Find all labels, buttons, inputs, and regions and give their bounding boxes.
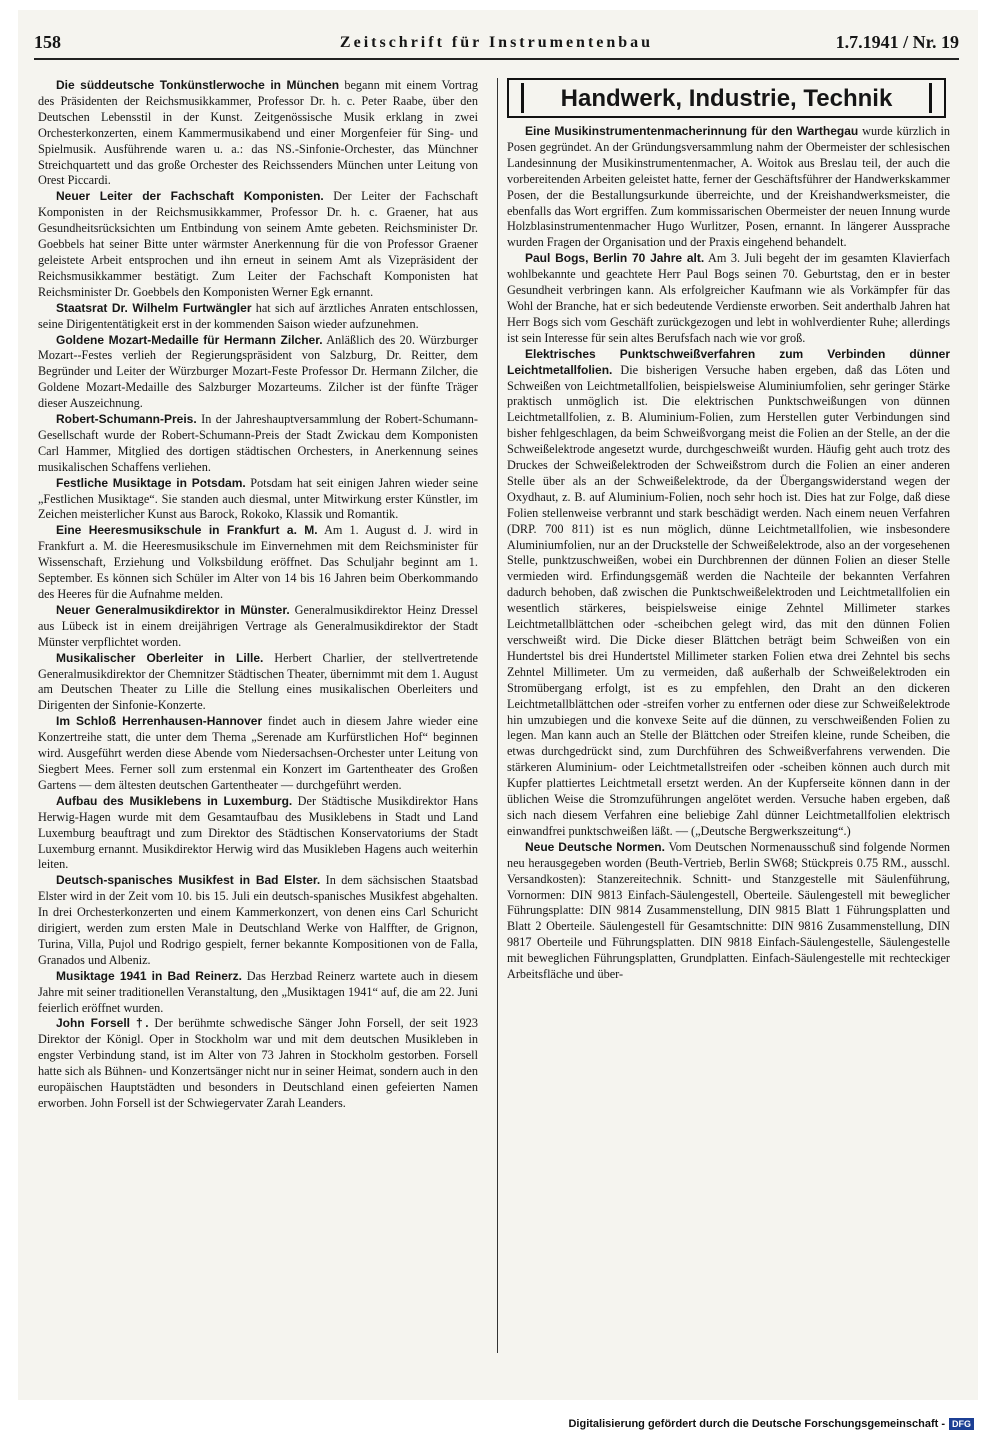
article-headline: Aufbau des Musiklebens in Luxemburg.	[56, 793, 293, 808]
article	[38, 969, 478, 1017]
section-banner	[507, 78, 946, 118]
article-body: Am 1. August d. J. wird in Frankfurt a. M. die Heeresmusikschule im Einvernehmen mit dem Reichsminister für Wissenschaft, Erziehung und Volksbildung eröffnet. Das Schuljahr beginnt am 1. September. Es können sich Schüler im Alter von 14 bis 16 Jahren beim Oberkommando des Heeres für die Aufnahme melden.	[38, 523, 478, 601]
article-body: Der berühmte schwedische Sänger John Forsell, der seit 1923 Direktor der Königl. Oper in Stockholm war und mit dem deutschen Musikleben in engster Verbindung stand, ist im Alter von 73 Jahren in Stockholm gestorben. Forsell hatte sich als Bühnen- und Konzertsänger nicht nur in seiner Heimat, sondern auch in den europäischen Hauptstädten und besonders in Deutschland einen gefeierten Namen erworben. John Forsell ist der Schwiegervater Zarah Leanders.	[38, 1016, 478, 1110]
article	[38, 873, 478, 968]
left-column	[38, 78, 478, 1112]
article-body: hat sich auf ärztliches Anraten entschlossen, seine Dirigententätigkeit erst in der kommenden Saison wieder aufzunehmen.	[38, 300, 479, 331]
article	[507, 347, 950, 840]
article	[507, 124, 950, 251]
credit-text: Digitalisierung gefördert durch die Deutsche Forschungsgemeinschaft -	[568, 1418, 945, 1430]
right-column	[507, 78, 950, 983]
article-body: begann mit einem Vortrag des Präsidenten der Reichsmusikkammer, Professor Dr. h. c. Peter Raabe, über den Deutschen Lebensstil in der Kunst. Zeitgenössische Musik erklang in zwei Orchesterkonzerten, einem Kammermusikabend und einer Morgenfeier für Sing- und Spielmusik. Ausführende waren u. a.: das NS.-Sinfonie-Orchester, das Münchner Streichquartett und das große Orchester des Reichssenders München unter Leitung von Orest Piccardi.	[38, 78, 478, 188]
article	[38, 412, 478, 476]
article-headline: Eine Musikinstrumentenmacherinnung für den Warthegau	[525, 124, 859, 138]
article-body: Der Städtische Musikdirektor Hans Herwig-Hagen wurde mit dem Gesamtaufbau des Musiklebens in Stadt und Land Luxemburg beauftragt und zum Direktor des Städtischen Konservatoriums der Stadt Luxemburg ernannt. Musikdirektor Herwig wird das Musikleben Hagens auch weiterhin leiten.	[38, 793, 478, 872]
issue-date: 1.7.1941 / Nr. 19	[835, 32, 959, 52]
article	[38, 1016, 478, 1111]
article	[38, 189, 478, 300]
article	[38, 333, 478, 413]
article-body: Generalmusikdirektor Heinz Dressel aus Lübeck ist in einem dreijährigen Vertrage als Generalmusikdirektor der Stadt Münster verpflichtet worden.	[38, 602, 478, 649]
page-number: 158	[34, 32, 61, 52]
article-body: Das Herzbad Reinerz wartete auch in diesem Jahre mit seiner traditionellen Veranstaltung, den „Musiktagen 1941“ auf, die am 22. Juni feierlich eröffnet wurden.	[38, 968, 478, 1015]
article	[38, 476, 478, 524]
article	[38, 714, 478, 794]
column-divider	[497, 78, 498, 1353]
article-headline: Im Schloß Herrenhausen-Hannover	[56, 714, 263, 729]
article-headline: Staatsrat Dr. Wilhelm Furtwängler	[56, 300, 252, 315]
article-headline: Deutsch-spanisches Musikfest in Bad Elster.	[56, 873, 321, 888]
article-body: findet auch in diesem Jahre wieder eine Konzertreihe statt, die unter dem Thema „Serenade am Kurfürstlichen Hof“ beginnen wird. Ausgeführt werden diese Abende vom Niedersachsen-Orchester unter Leitung von Siegbert Mees. Ferner soll zum erstenmal ein Konzert im Gartentheater des Großen Gartens — dem ältesten deutschen Gartentheater — durchgeführt werden.	[38, 714, 478, 792]
article	[507, 251, 950, 346]
section-title: Handwerk, Industrie, Technik	[560, 85, 893, 112]
article	[38, 651, 478, 715]
article-body: Der Leiter der Fachschaft Komponisten in der Reichsmusikkammer, Professor Dr. h. c. Graener, hat aus Gesundheitsrücksichten um Entbindung von seinem Amte gebeten. Reichsminister Dr. Goebbels hat seiner Bitte unter wärmster Anerkennung für die von Professor Graener geleistete Arbeit entsprochen und ihn erneut in seinem Amt als Vizepräsident der Reichsmusikkammer bestätigt. Zum Leiter der Fachschaft Komponisten hat Reichsminister Dr. Goebbels den Komponisten Werner Egk ernannt.	[38, 189, 478, 299]
article-headline: Neue Deutsche Normen.	[525, 839, 665, 854]
article	[507, 840, 950, 983]
article-headline: Neuer Leiter der Fachschaft Komponisten.	[56, 189, 324, 204]
article-body: Anläßlich des 20. Würzburger Mozart--Festes verlieh der Regierungspräsident von Salzburg, Dr. Reitter, dem Begründer und Leiter der Würzburger Mozart-Feste Professor Dr. Hermann Zilcher, die Goldene Mozart-Medaille des Salzburger Mozarteums. Zilcher ist der fünfte Träger dieser Auszeichnung.	[38, 332, 478, 411]
article	[38, 794, 478, 874]
article-headline: John Forsell †.	[56, 1016, 149, 1031]
article-body: In dem sächsischen Staatsbad Elster wird in der Zeit vom 10. bis 15. Juli ein deutsch-spanisches Musikfest abgehalten. In drei Orchesterkonzerten und einem Kammerkonzert, von denen eins Carl Schuricht dirigiert, werden zum ersten Male in Deutschland Werke von Halffter, de Grignon, Turina, Villa, Pujol und Rodrigo gespielt, ferner bekannte Kompositionen von de Falla, Granados und Albeniz.	[38, 873, 479, 967]
digitization-credit	[568, 1418, 974, 1430]
article-body: Herbert Charlier, der stellvertretende Generalmusikdirektor der Chemnitzer Städtischen Theater, übernimmt mit dem 1. August am Deutschen Theater zu Lille die Stellung eines musikalischen Oberleiters und Dirigenten der Sinfonie-Konzerte.	[38, 650, 478, 713]
article-headline: Die süddeutsche Tonkünstlerwoche in München	[56, 78, 340, 92]
article-headline: Robert-Schumann-Preis.	[56, 412, 197, 427]
article-headline: Musiktage 1941 in Bad Reinerz.	[56, 968, 242, 983]
article-headline: Musikalischer Oberleiter in Lille.	[56, 650, 264, 665]
article-body: Am 3. Juli begeht der im gesamten Klavierfach wohlbekannte und geachtete Herr Paul Bogs seinen 70. Geburtstag, den er in bester Gesundheit verbringen kann. Als erfolgreicher Kaufmann wie als Vorkämpfer für das Wohl der Branche, hat er sich bedeutende Verdienste erworben. Seit anderthalb Jahren hat Herr Bogs sich vom Geschäft zurückgezogen und lebt in wohlverdienter Ruhe; allerdings ist sein Interesse für sein altes Berufsfach nach wie vor groß.	[507, 251, 950, 345]
article-headline: Neuer Generalmusikdirektor in Münster.	[56, 602, 290, 617]
article-headline: Goldene Mozart-Medaille für Hermann Zilcher.	[56, 332, 323, 347]
article	[38, 603, 478, 651]
article-headline: Festliche Musiktage in Potsdam.	[56, 475, 246, 490]
article-body: Vom Deutschen Normenausschuß sind folgende Normen neu herausgegeben worden (Beuth-Vertrieb, Berlin SW68; Stückpreis 0.75 RM., ausschl. Versandkosten): Stanzereitechnik. Schnitt- und Stanzgestelle mit Säulenführung, Vornormen: DIN 9813 Einfach-Säulengestell, Oberteile. Säulengestell mit beweglicher Führungsplatte: DIN 9814 Zusammenstellung, DIN 9815 Blatt 1 Führungsplatten und Blatt 2 Oberteile. Säulengestell für Gesamtschnitte: DIN 9816 Zusammenstellung, DIN 9817 Oberteile und Führungsplatten. DIN 9818 Einfach-Säulengestelle, Säulengestelle mit beweglichen Führungsplatten, Grundplatten. Einfach-Säulengestelle mit rechteckiger Arbeitsfläche und über-	[507, 839, 951, 982]
page-header	[34, 28, 959, 60]
journal-title: Zeitschrift für Instrumentenbau	[339, 34, 654, 51]
article-headline: Eine Heeresmusikschule in Frankfurt a. M.	[56, 523, 318, 538]
article	[38, 78, 478, 189]
article-body: Potsdam hat seit einigen Jahren wieder seine „Festlichen Musiktage“. Sie standen auch diesmal, unter Mitwirkung erster Künstler, im Zeichen meisterlicher Kunst aus Barock, Rokoko, Klassik und Romantik.	[38, 475, 479, 522]
dfg-logo: DFG	[949, 1418, 974, 1430]
article	[38, 523, 478, 603]
article-body: wurde kürzlich in Posen gegründet. An der Gründungsversammlung nahm der Obermeister der schlesischen Landesinnung der Musikinstrumentenmacher, A. Woitok aus Breslau teil, der auch die vorbereitenden Arbeiten geleistet hatte, ferner der Geschäftsführer der Handwerkskammer Posen, der die Bestallungsurkunde überreichte, und der Kreishandwerksmeister, die ebenfalls das Wort ergriffen. Zum kommissarischen Obermeister der neuen Innung wurde Holzblasinstrumentenmacher Hugo Wurlitzer, Posen, ernannt. In längerer Aussprache wurden Fragen der Organisation und der Praxis eingehend behandelt.	[507, 124, 951, 250]
article-headline: Elektrisches Punktschweißverfahren zum Verbinden dünner Leichtmetallfolien.	[507, 346, 950, 377]
article-body: In der Jahreshauptversammlung der Robert-Schumann-Gesellschaft wurde der Robert-Schumann-Preis der Stadt Zwickau dem Komponisten Carl Hammer, Mitglied des dortigen städtischen Orchesters, in Anerkennung seines musikalischen Schaffens verliehen.	[38, 412, 478, 474]
article-body: Die bisherigen Versuche haben ergeben, daß das Löten und Schweißen von Leichtmetallfolien, beispielsweise Aluminiumfolien, sehr geringer Stärke praktisch unmöglich ist. Die elektrischen Punktschweißungen von dünnen Leichtmetallfolien, z. B. Aluminium-Folien, zum Herstellen guter Verbindungen sind bisher fehlgeschlagen, da beim Schweißvorgang meist die Folien an der Stelle, an der die Schweißelektrode angesetzt wurde, durchgeschweißt wurden. Häufig geht auch trotz des Druckes der Schweißelektroden der Schweißstrom durch die Folien an einer anderen Stelle über als an der Schweißelektrode, da der Übergangswiderstand wegen der Oxydhaut, z. B. auf Aluminium-Folien, noch sehr hoch ist. Dies hat zur Folge, daß diese Folien stellenweise verbrannt und stark beschädigt werden. Nach einem neuen Verfahren (DRP. 700 811) ist es nun möglich, dünne Leichtmetallfolien, wie insbesondere Aluminiumfolien, nur an der Druckstelle der Schweißelektrode, also an der vorgesehenen Stelle, punktzuschweißen, wobei ein Durchbrennen der dünnen Folien an dieser Stelle vermieden wird. Erfindungsgemäß werden die Nachteile der bekannten Verfahren dadurch behoben, daß zwischen die Punktschweißelektroden und Leichtmetallfolien ein wesentlich stärkeres, beispielsweise einige Zehntel Millimeter starkes Leichtmetallblättchen oder -scheibchen gelegt wird, das mit den dünnen Folien verschweißt wird. Die Dicke dieser Blättchen beträgt beim Schweißen von ein Hundertstel bis drei Hundertstel Millimeter starken Folien etwa drei Zehntel bis sechs Zehntel Millimeter. Um zu vermeiden, daß außerhalb der Schweißelektroden ein Stromübergang erfolgt, ist es zu empfehlen, den Draht an den dickeren Leichtmetallblättchen oder -streifen vorher zu entfernen oder diese zur Schweißelektrode hin umzubiegen und die konvexe Seite auf die dünnen, zu verschweißenden Folien zu legen. Man kann auch an Stelle der Blättchen oder Streifen kleine, runde Scheiben, die etwas durchgedrückt sind, zum Durchführen des Schweißverfahrens verwenden. Die stärkeren Aluminium- oder Leichtmetallstreifen oder -scheiben können auch durch mit Kupfer plattiertes Leichtmetall ersetzt werden. An der Kupferseite können dann in der üblichen Weise die Stromzuführungen angelötet werden. Versuche haben ergeben, daß sich nach diesem Verfahren eine beliebige Zahl dünner Leichtmetallfolien elektrisch einwandfrei punktschweißen läßt. — („Deutsche Bergwerkszeitung“.)	[507, 362, 950, 838]
article-headline: Paul Bogs, Berlin 70 Jahre alt.	[525, 251, 705, 266]
article	[38, 301, 478, 333]
